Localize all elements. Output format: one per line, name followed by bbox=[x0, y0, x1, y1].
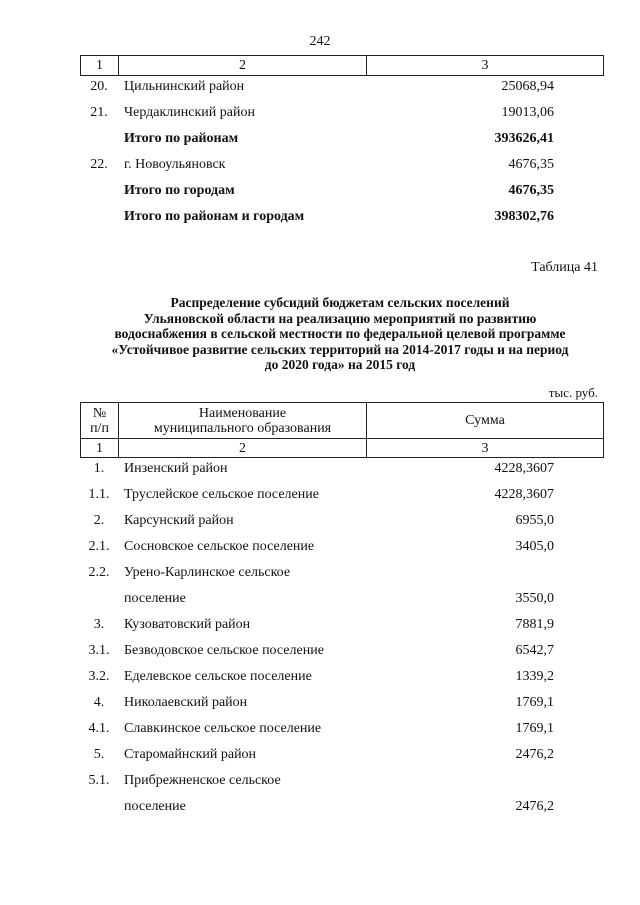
row-number: 3.1. bbox=[88, 643, 110, 658]
top-col-2: 2 bbox=[119, 56, 367, 76]
row-value: 3405,0 bbox=[515, 539, 554, 554]
row-name: Цильнинский район bbox=[124, 79, 245, 94]
document-title bbox=[70, 295, 610, 373]
header-name bbox=[119, 403, 367, 439]
row-name: Старомайнский район bbox=[124, 747, 257, 762]
row-value: 2476,2 bbox=[515, 799, 554, 814]
row-name: г. Новоульяновск bbox=[124, 157, 226, 172]
row-value: 393626,41 bbox=[494, 131, 554, 146]
row-value: 19013,06 bbox=[501, 105, 554, 120]
row-value: 4676,35 bbox=[508, 157, 554, 172]
header-name-line2: муниципального образования bbox=[153, 420, 332, 436]
row-number: 4.1. bbox=[88, 721, 110, 736]
row-number: 1. bbox=[93, 461, 105, 476]
top-table-header bbox=[80, 55, 604, 76]
table-row bbox=[80, 693, 604, 713]
index-col-3: 3 bbox=[367, 439, 604, 458]
row-name: Труслейское сельское поселение bbox=[124, 487, 319, 502]
row-name: Чердаклинский район bbox=[124, 105, 255, 120]
main-table-header bbox=[80, 402, 604, 458]
row-name: поселение bbox=[124, 591, 186, 606]
header-number-line1: № bbox=[92, 405, 107, 421]
table-row bbox=[80, 511, 604, 531]
table-row bbox=[80, 155, 604, 175]
row-value: 6542,7 bbox=[515, 643, 554, 658]
table-row bbox=[80, 745, 604, 765]
table-row bbox=[80, 641, 604, 661]
row-name: Прибрежненское сельское bbox=[124, 773, 281, 788]
top-col-3: 3 bbox=[367, 56, 604, 76]
row-name: Инзенский район bbox=[124, 461, 228, 476]
row-name: Еделевское сельское поселение bbox=[124, 669, 312, 684]
row-name: Славкинское сельское поселение bbox=[124, 721, 322, 736]
row-number: 2. bbox=[93, 513, 105, 528]
row-value: 1769,1 bbox=[515, 721, 554, 736]
table-row bbox=[80, 537, 604, 557]
row-number: 22. bbox=[90, 157, 108, 172]
row-name: Николаевский район bbox=[124, 695, 248, 710]
unit-label: тыс. руб. bbox=[548, 385, 598, 400]
table-row bbox=[80, 797, 604, 817]
index-col-2: 2 bbox=[119, 439, 367, 458]
row-value: 4228,3607 bbox=[494, 487, 554, 502]
table-row bbox=[80, 459, 604, 479]
title-line: Ульяновской области на реализацию мероприятий по развитию bbox=[143, 310, 537, 326]
row-name: Кузоватовский район bbox=[124, 617, 251, 632]
header-number bbox=[81, 403, 119, 439]
top-col-1: 1 bbox=[81, 56, 119, 76]
row-name: Итого по городам bbox=[124, 183, 235, 198]
row-number: 3. bbox=[93, 617, 105, 632]
row-value: 398302,76 bbox=[494, 209, 554, 224]
table-row bbox=[80, 563, 604, 583]
row-value: 6955,0 bbox=[515, 513, 554, 528]
table-row bbox=[80, 719, 604, 739]
title-line: Распределение субсидий бюджетам сельских поселений bbox=[170, 295, 510, 310]
table-row bbox=[80, 485, 604, 505]
table-row bbox=[80, 667, 604, 687]
row-number: 4. bbox=[93, 695, 105, 710]
row-number: 2.2. bbox=[88, 565, 110, 580]
table-row-grand-total bbox=[80, 207, 604, 227]
table-row-total bbox=[80, 129, 604, 149]
title-line: до 2020 года» на 2015 год bbox=[264, 357, 416, 372]
page-number: 242 bbox=[309, 34, 331, 49]
table-row bbox=[80, 77, 604, 97]
table-row bbox=[80, 771, 604, 791]
table-row-total bbox=[80, 181, 604, 201]
index-col-1: 1 bbox=[81, 439, 119, 458]
header-name-line1: Наименование bbox=[198, 405, 287, 421]
row-value: 1769,1 bbox=[515, 695, 554, 710]
row-number: 1.1. bbox=[88, 487, 110, 502]
row-name: Итого по районам bbox=[124, 131, 239, 146]
row-value: 1339,2 bbox=[515, 669, 554, 684]
row-number: 2.1. bbox=[88, 539, 110, 554]
row-number: 21. bbox=[90, 105, 108, 120]
row-value: 2476,2 bbox=[515, 747, 554, 762]
row-value: 3550,0 bbox=[515, 591, 554, 606]
row-name: Карсунский район bbox=[124, 513, 234, 528]
row-number: 5.1. bbox=[88, 773, 110, 788]
row-name: Итого по районам и городам bbox=[124, 209, 305, 224]
header-sum: Сумма bbox=[367, 403, 604, 439]
table-caption: Таблица 41 bbox=[531, 260, 598, 275]
row-value: 4228,3607 bbox=[494, 461, 554, 476]
title-line: водоснабжения в сельской местности по федеральной целевой программе bbox=[114, 326, 566, 341]
row-name: Безводовское сельское поселение bbox=[124, 643, 324, 658]
title-line: «Устойчивое развитие сельских территорий на 2014-2017 годы и на период bbox=[111, 341, 569, 357]
row-value: 25068,94 bbox=[501, 79, 554, 94]
row-value: 4676,35 bbox=[508, 183, 554, 198]
row-value: 7881,9 bbox=[515, 617, 554, 632]
table-row bbox=[80, 615, 604, 635]
row-name: Урено-Карлинское сельское bbox=[124, 565, 291, 580]
header-number-line2: п/п bbox=[90, 420, 109, 436]
row-number: 20. bbox=[90, 79, 108, 94]
table-row bbox=[80, 589, 604, 609]
row-number: 5. bbox=[93, 747, 105, 762]
table-row bbox=[80, 103, 604, 123]
row-name: поселение bbox=[124, 799, 186, 814]
row-name: Сосновское сельское поселение bbox=[124, 539, 315, 554]
row-number: 3.2. bbox=[88, 669, 110, 684]
